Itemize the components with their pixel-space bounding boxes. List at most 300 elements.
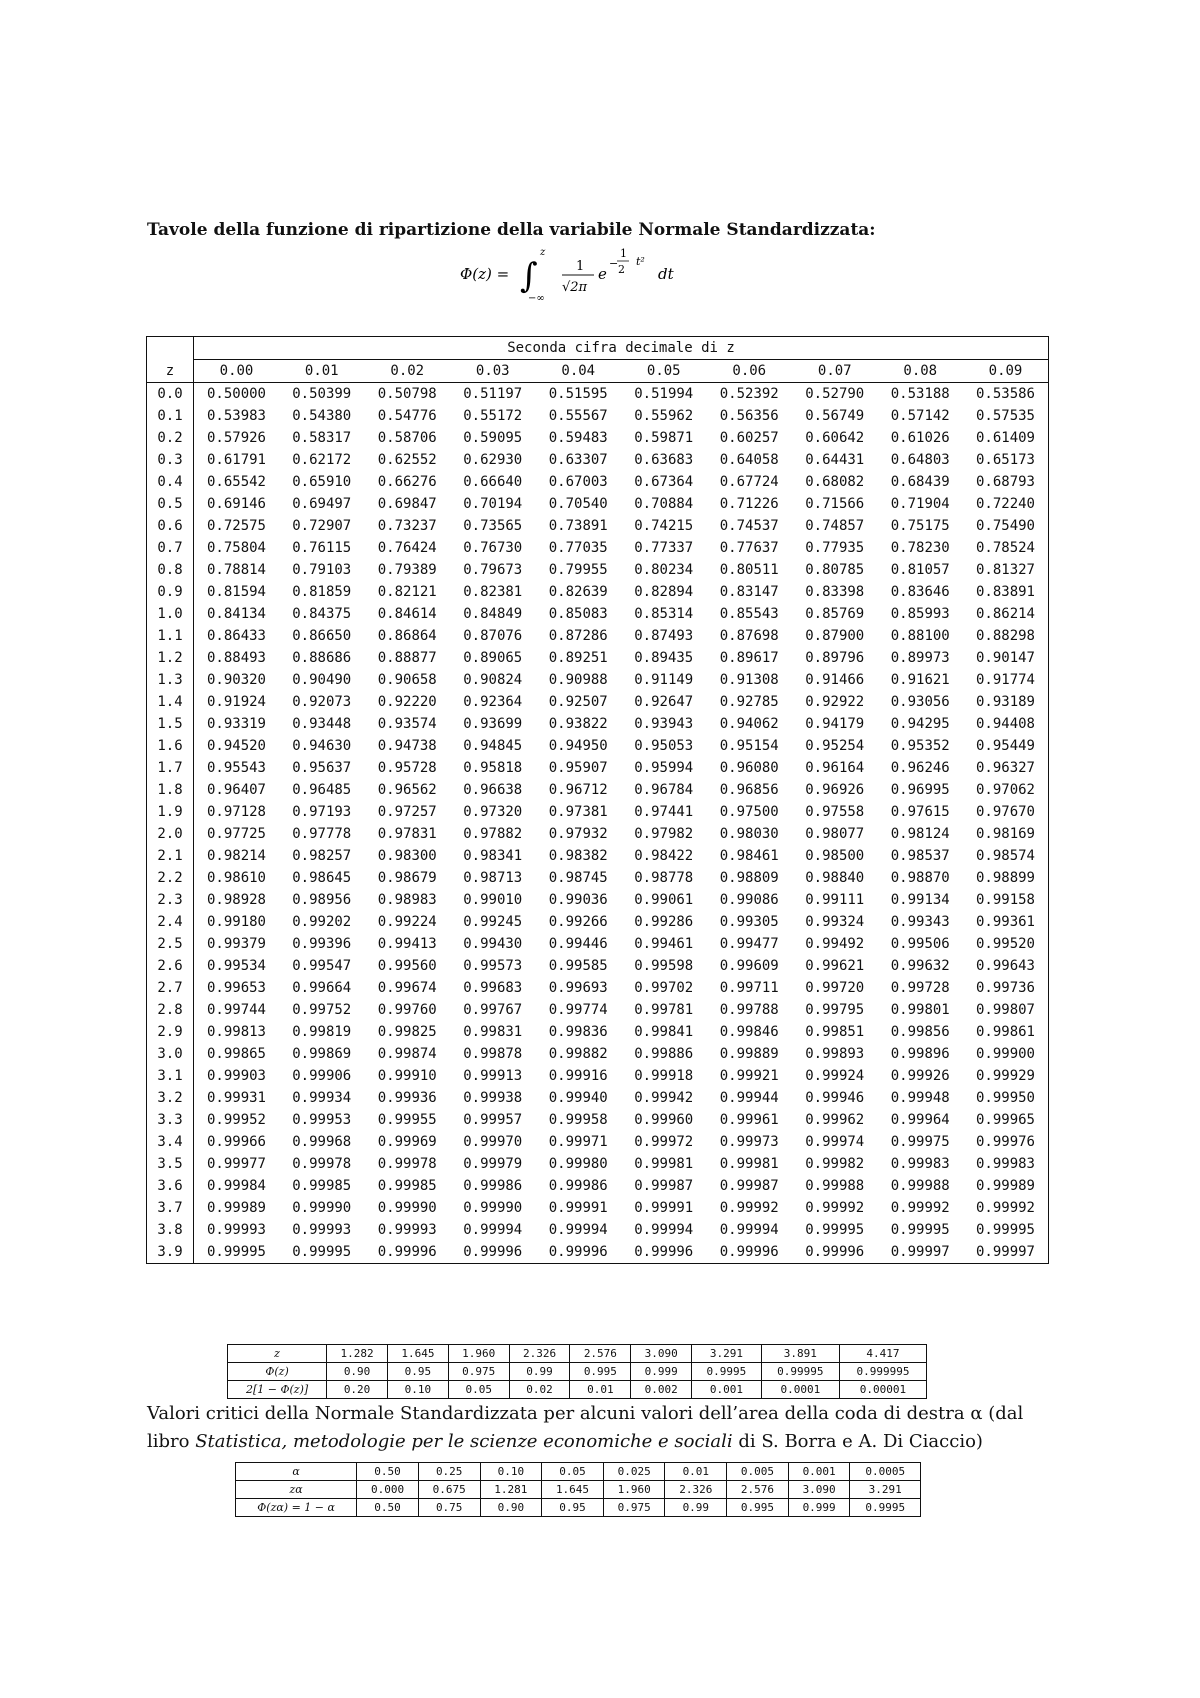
probability-cell: 0.92220 [377, 694, 437, 710]
probability-cell: 0.99825 [377, 1024, 437, 1040]
z-value-cell: 1.2 [147, 647, 194, 669]
exp-sign: − [609, 257, 619, 270]
probability-cell: 0.95449 [975, 738, 1035, 754]
probability-cell: 0.54380 [292, 408, 352, 424]
probability-cell: 0.99995 [805, 1222, 865, 1238]
probability-cell: 0.99957 [463, 1112, 523, 1128]
critical-row-label: 2[1 − Φ(z)] [228, 1381, 327, 1399]
table-row [147, 823, 1049, 845]
probability-cell: 0.99993 [292, 1222, 352, 1238]
probability-cell: 0.85543 [719, 606, 779, 622]
critical-value-cell: 0.0005 [850, 1463, 921, 1481]
probability-cell: 0.99343 [890, 914, 950, 930]
critical-value-cell: 0.95 [542, 1499, 604, 1517]
probability-cell: 0.97381 [548, 804, 608, 820]
probability-cell: 0.96995 [890, 782, 950, 798]
probability-cell: 0.99983 [975, 1156, 1035, 1172]
table-body [147, 383, 1049, 1264]
probability-cell: 0.99960 [634, 1112, 694, 1128]
probability-cell: 0.99924 [805, 1068, 865, 1084]
table-row [147, 1175, 1049, 1197]
z-value-cell: 0.6 [147, 515, 194, 537]
probability-cell: 0.98574 [975, 848, 1035, 864]
critical-value-cell: 0.10 [480, 1463, 542, 1481]
probability-cell: 0.98956 [292, 892, 352, 908]
probability-cell: 0.99995 [975, 1222, 1035, 1238]
z-column-header: z [147, 360, 194, 383]
probability-cell: 0.99934 [292, 1090, 352, 1106]
probability-cell: 0.96856 [719, 782, 779, 798]
probability-cell: 0.94179 [805, 716, 865, 732]
critical-value-cell: 0.50 [357, 1463, 419, 1481]
table-group-header-row [147, 337, 1049, 360]
critical-value-cell: 0.05 [542, 1463, 604, 1481]
probability-cell: 0.99962 [805, 1112, 865, 1128]
critical-value-cell: 3.090 [788, 1481, 850, 1499]
z-value-cell: 1.0 [147, 603, 194, 625]
probability-cell: 0.99913 [463, 1068, 523, 1084]
table-row [147, 603, 1049, 625]
table-row [147, 625, 1049, 647]
probability-cell: 0.99413 [377, 936, 437, 952]
critical-row [236, 1481, 921, 1499]
probability-cell: 0.72575 [206, 518, 266, 534]
z-value-cell: 3.7 [147, 1197, 194, 1219]
probability-cell: 0.73237 [377, 518, 437, 534]
caption-book-title: Statistica, metodologie per le scienze economiche e sociali [195, 1431, 733, 1452]
probability-cell: 0.69146 [206, 496, 266, 512]
probability-cell: 0.60642 [805, 430, 865, 446]
critical-value-cell: 0.999995 [839, 1363, 926, 1381]
probability-cell: 0.95154 [719, 738, 779, 754]
column-header: 0.07 [792, 360, 878, 383]
z-value-cell: 3.0 [147, 1043, 194, 1065]
table-row [147, 845, 1049, 867]
probability-cell: 0.95907 [548, 760, 608, 776]
probability-cell: 0.98537 [890, 848, 950, 864]
probability-cell: 0.99994 [463, 1222, 523, 1238]
probability-cell: 0.83398 [805, 584, 865, 600]
probability-cell: 0.95053 [634, 738, 694, 754]
critical-value-cell: 0.00001 [839, 1381, 926, 1399]
probability-cell: 0.98778 [634, 870, 694, 886]
probability-cell: 0.99988 [805, 1178, 865, 1194]
critical-value-cell: 0.95 [387, 1363, 448, 1381]
probability-cell: 0.99361 [975, 914, 1035, 930]
z-value-cell: 1.3 [147, 669, 194, 691]
probability-cell: 0.99996 [463, 1244, 523, 1260]
probability-cell: 0.99906 [292, 1068, 352, 1084]
probability-cell: 0.99989 [975, 1178, 1035, 1194]
integral-lower: −∞ [528, 293, 545, 304]
frac-denominator: √2π [562, 280, 588, 295]
critical-value-cell: 0.25 [418, 1463, 480, 1481]
probability-cell: 0.94630 [292, 738, 352, 754]
probability-cell: 0.64431 [805, 452, 865, 468]
critical-row [236, 1463, 921, 1481]
probability-cell: 0.93943 [634, 716, 694, 732]
z-value-cell: 1.5 [147, 713, 194, 735]
probability-cell: 0.97615 [890, 804, 950, 820]
probability-cell: 0.68439 [890, 474, 950, 490]
critical-row-label: z [228, 1345, 327, 1363]
probability-cell: 0.98461 [719, 848, 779, 864]
probability-cell: 0.99744 [206, 1002, 266, 1018]
z-value-cell: 2.2 [147, 867, 194, 889]
probability-cell: 0.97670 [975, 804, 1035, 820]
z-value-cell: 0.7 [147, 537, 194, 559]
probability-cell: 0.82381 [463, 584, 523, 600]
probability-cell: 0.98809 [719, 870, 779, 886]
probability-cell: 0.80511 [719, 562, 779, 578]
column-header: 0.01 [279, 360, 365, 383]
probability-cell: 0.99882 [548, 1046, 608, 1062]
probability-cell: 0.96485 [292, 782, 352, 798]
probability-cell: 0.98899 [975, 870, 1035, 886]
table-row [147, 515, 1049, 537]
table-row [147, 383, 1049, 406]
probability-cell: 0.97725 [206, 826, 266, 842]
probability-cell: 0.99896 [890, 1046, 950, 1062]
probability-cell: 0.99585 [548, 958, 608, 974]
probability-cell: 0.98422 [634, 848, 694, 864]
column-header-row [147, 360, 1049, 383]
probability-cell: 0.99984 [206, 1178, 266, 1194]
probability-cell: 0.61409 [975, 430, 1035, 446]
probability-cell: 0.88493 [206, 650, 266, 666]
probability-cell: 0.98713 [463, 870, 523, 886]
probability-cell: 0.99010 [463, 892, 523, 908]
probability-cell: 0.97932 [548, 826, 608, 842]
probability-cell: 0.76115 [292, 540, 352, 556]
probability-cell: 0.70194 [463, 496, 523, 512]
probability-cell: 0.99996 [548, 1244, 608, 1260]
group-header: Seconda cifra decimale di z [194, 337, 1049, 360]
probability-cell: 0.92507 [548, 694, 608, 710]
probability-cell: 0.98745 [548, 870, 608, 886]
probability-cell: 0.85314 [634, 606, 694, 622]
probability-cell: 0.99305 [719, 914, 779, 930]
z-value-cell: 0.2 [147, 427, 194, 449]
probability-cell: 0.81057 [890, 562, 950, 578]
probability-cell: 0.99878 [463, 1046, 523, 1062]
probability-cell: 0.53983 [206, 408, 266, 424]
probability-cell: 0.93189 [975, 694, 1035, 710]
probability-cell: 0.98341 [463, 848, 523, 864]
probability-cell: 0.94845 [463, 738, 523, 754]
probability-cell: 0.98983 [377, 892, 437, 908]
table-row [147, 427, 1049, 449]
probability-cell: 0.82639 [548, 584, 608, 600]
probability-cell: 0.99986 [548, 1178, 608, 1194]
probability-cell: 0.99944 [719, 1090, 779, 1106]
probability-cell: 0.99996 [805, 1244, 865, 1260]
critical-value-cell: 0.99995 [761, 1363, 839, 1381]
probability-cell: 0.99966 [206, 1134, 266, 1150]
column-header: 0.09 [963, 360, 1049, 383]
probability-cell: 0.96080 [719, 760, 779, 776]
probability-cell: 0.59483 [548, 430, 608, 446]
critical-value-cell: 0.05 [448, 1381, 509, 1399]
probability-cell: 0.56749 [805, 408, 865, 424]
probability-cell: 0.99560 [377, 958, 437, 974]
table-row [147, 1065, 1049, 1087]
probability-cell: 0.99693 [548, 980, 608, 996]
critical-value-cell: 1.645 [542, 1481, 604, 1499]
probability-cell: 0.89065 [463, 650, 523, 666]
probability-cell: 0.78814 [206, 562, 266, 578]
critical-value-cell: 0.975 [448, 1363, 509, 1381]
z-value-cell: 1.1 [147, 625, 194, 647]
probability-cell: 0.74215 [634, 518, 694, 534]
probability-cell: 0.94408 [975, 716, 1035, 732]
probability-cell: 0.99683 [463, 980, 523, 996]
probability-cell: 0.88298 [975, 628, 1035, 644]
z-value-cell: 3.2 [147, 1087, 194, 1109]
critical-value-cell: 0.99 [665, 1499, 727, 1517]
probability-cell: 0.72240 [975, 496, 1035, 512]
probability-cell: 0.99916 [548, 1068, 608, 1084]
critical-value-cell: 0.50 [357, 1499, 419, 1517]
probability-cell: 0.99929 [975, 1068, 1035, 1084]
table-row [147, 1131, 1049, 1153]
probability-cell: 0.99980 [548, 1156, 608, 1172]
column-header: 0.03 [450, 360, 536, 383]
probability-cell: 0.86433 [206, 628, 266, 644]
probability-cell: 0.99767 [463, 1002, 523, 1018]
probability-cell: 0.99976 [975, 1134, 1035, 1150]
probability-cell: 0.80234 [634, 562, 694, 578]
z-value-cell: 2.3 [147, 889, 194, 911]
probability-cell: 0.99996 [377, 1244, 437, 1260]
probability-cell: 0.99856 [890, 1024, 950, 1040]
probability-cell: 0.98610 [206, 870, 266, 886]
probability-cell: 0.99728 [890, 980, 950, 996]
probability-cell: 0.76730 [463, 540, 523, 556]
probability-cell: 0.99632 [890, 958, 950, 974]
probability-cell: 0.99903 [206, 1068, 266, 1084]
probability-cell: 0.91466 [805, 672, 865, 688]
probability-cell: 0.87076 [463, 628, 523, 644]
probability-cell: 0.99245 [463, 914, 523, 930]
z-value-cell: 1.8 [147, 779, 194, 801]
z-value-cell: 3.5 [147, 1153, 194, 1175]
probability-cell: 0.70884 [634, 496, 694, 512]
critical-value-cell: 2.326 [665, 1481, 727, 1499]
probability-cell: 0.57926 [206, 430, 266, 446]
probability-cell: 0.99942 [634, 1090, 694, 1106]
probability-cell: 0.99987 [719, 1178, 779, 1194]
probability-cell: 0.90658 [377, 672, 437, 688]
probability-cell: 0.97062 [975, 782, 1035, 798]
critical-row [228, 1345, 927, 1363]
probability-cell: 0.89435 [634, 650, 694, 666]
critical-value-cell: 0.000 [357, 1481, 419, 1499]
probability-cell: 0.97982 [634, 826, 694, 842]
probability-cell: 0.99985 [377, 1178, 437, 1194]
probability-cell: 0.75175 [890, 518, 950, 534]
probability-cell: 0.98840 [805, 870, 865, 886]
probability-cell: 0.77035 [548, 540, 608, 556]
table-row [147, 1087, 1049, 1109]
probability-cell: 0.52790 [805, 386, 865, 402]
probability-cell: 0.97882 [463, 826, 523, 842]
probability-cell: 0.99965 [975, 1112, 1035, 1128]
probability-cell: 0.92785 [719, 694, 779, 710]
critical-value-cell: 0.999 [788, 1499, 850, 1517]
probability-cell: 0.99831 [463, 1024, 523, 1040]
z-value-cell: 0.9 [147, 581, 194, 603]
probability-cell: 0.99752 [292, 1002, 352, 1018]
probability-cell: 0.99978 [292, 1156, 352, 1172]
probability-cell: 0.65542 [206, 474, 266, 490]
probability-cell: 0.99979 [463, 1156, 523, 1172]
probability-cell: 0.99992 [719, 1200, 779, 1216]
probability-cell: 0.53586 [975, 386, 1035, 402]
probability-cell: 0.99958 [548, 1112, 608, 1128]
probability-cell: 0.99664 [292, 980, 352, 996]
table-row [147, 647, 1049, 669]
probability-cell: 0.99869 [292, 1046, 352, 1062]
probability-cell: 0.66640 [463, 474, 523, 490]
probability-cell: 0.93319 [206, 716, 266, 732]
probability-cell: 0.99653 [206, 980, 266, 996]
probability-cell: 0.84849 [463, 606, 523, 622]
column-header: 0.02 [365, 360, 451, 383]
table-row [147, 493, 1049, 515]
probability-cell: 0.89251 [548, 650, 608, 666]
probability-cell: 0.97500 [719, 804, 779, 820]
probability-cell: 0.99985 [292, 1178, 352, 1194]
probability-cell: 0.99995 [890, 1222, 950, 1238]
probability-cell: 0.99461 [634, 936, 694, 952]
probability-cell: 0.99950 [975, 1090, 1035, 1106]
probability-cell: 0.99086 [719, 892, 779, 908]
probability-cell: 0.92922 [805, 694, 865, 710]
probability-cell: 0.95994 [634, 760, 694, 776]
z-value-cell: 1.4 [147, 691, 194, 713]
probability-cell: 0.98500 [805, 848, 865, 864]
probability-cell: 0.78230 [890, 540, 950, 556]
probability-cell: 0.93699 [463, 716, 523, 732]
table-row [147, 779, 1049, 801]
probability-cell: 0.73565 [463, 518, 523, 534]
z-value-cell: 0.0 [147, 383, 194, 406]
probability-cell: 0.99946 [805, 1090, 865, 1106]
table-row [147, 867, 1049, 889]
probability-cell: 0.99996 [634, 1244, 694, 1260]
critical-value-cell: 0.975 [603, 1499, 665, 1517]
probability-cell: 0.99720 [805, 980, 865, 996]
probability-cell: 0.95818 [463, 760, 523, 776]
probability-cell: 0.99997 [890, 1244, 950, 1260]
probability-cell: 0.99286 [634, 914, 694, 930]
probability-cell: 0.99931 [206, 1090, 266, 1106]
probability-cell: 0.91149 [634, 672, 694, 688]
probability-cell: 0.99936 [377, 1090, 437, 1106]
probability-cell: 0.84614 [377, 606, 437, 622]
probability-cell: 0.93822 [548, 716, 608, 732]
probability-cell: 0.67003 [548, 474, 608, 490]
probability-cell: 0.99534 [206, 958, 266, 974]
normal-cdf-table [146, 336, 1049, 1264]
probability-cell: 0.99202 [292, 914, 352, 930]
probability-cell: 0.83646 [890, 584, 950, 600]
probability-cell: 0.56356 [719, 408, 779, 424]
probability-cell: 0.85993 [890, 606, 950, 622]
probability-cell: 0.87286 [548, 628, 608, 644]
probability-cell: 0.91924 [206, 694, 266, 710]
probability-cell: 0.99573 [463, 958, 523, 974]
probability-cell: 0.71904 [890, 496, 950, 512]
z-value-cell: 2.0 [147, 823, 194, 845]
probability-cell: 0.68793 [975, 474, 1035, 490]
critical-values-table-right-tail [235, 1462, 921, 1517]
critical-value-cell: 0.995 [727, 1499, 789, 1517]
probability-cell: 0.99991 [548, 1200, 608, 1216]
probability-cell: 0.95543 [206, 760, 266, 776]
probability-cell: 0.94520 [206, 738, 266, 754]
probability-cell: 0.99952 [206, 1112, 266, 1128]
probability-cell: 0.55172 [463, 408, 523, 424]
critical-value-cell: 0.0001 [761, 1381, 839, 1399]
probability-cell: 0.73891 [548, 518, 608, 534]
probability-cell: 0.99921 [719, 1068, 779, 1084]
probability-cell: 0.71566 [805, 496, 865, 512]
table-row [147, 1153, 1049, 1175]
probability-cell: 0.58706 [377, 430, 437, 446]
probability-cell: 0.99643 [975, 958, 1035, 974]
critical-value-cell: 3.090 [631, 1345, 692, 1363]
probability-cell: 0.69497 [292, 496, 352, 512]
z-value-cell: 1.9 [147, 801, 194, 823]
probability-cell: 0.99992 [890, 1200, 950, 1216]
probability-cell: 0.50399 [292, 386, 352, 402]
probability-cell: 0.71226 [719, 496, 779, 512]
probability-cell: 0.74857 [805, 518, 865, 534]
probability-cell: 0.96712 [548, 782, 608, 798]
probability-cell: 0.99036 [548, 892, 608, 908]
probability-cell: 0.99910 [377, 1068, 437, 1084]
probability-cell: 0.87493 [634, 628, 694, 644]
probability-cell: 0.84134 [206, 606, 266, 622]
probability-cell: 0.99964 [890, 1112, 950, 1128]
probability-cell: 0.99266 [548, 914, 608, 930]
probability-cell: 0.99801 [890, 1002, 950, 1018]
probability-cell: 0.79673 [463, 562, 523, 578]
z-value-cell: 2.1 [147, 845, 194, 867]
critical-value-cell: 3.891 [761, 1345, 839, 1363]
probability-cell: 0.66276 [377, 474, 437, 490]
critical-row-label: α [236, 1463, 357, 1481]
probability-cell: 0.99851 [805, 1024, 865, 1040]
probability-cell: 0.99994 [548, 1222, 608, 1238]
probability-cell: 0.99992 [805, 1200, 865, 1216]
critical-row [228, 1363, 927, 1381]
critical-value-cell: 0.20 [327, 1381, 388, 1399]
critical-value-cell: 0.001 [788, 1463, 850, 1481]
probability-cell: 0.99506 [890, 936, 950, 952]
probability-cell: 0.97558 [805, 804, 865, 820]
probability-cell: 0.98124 [890, 826, 950, 842]
critical-row-label: zα [236, 1481, 357, 1499]
probability-cell: 0.99973 [719, 1134, 779, 1150]
probability-cell: 0.89796 [805, 650, 865, 666]
probability-cell: 0.99520 [975, 936, 1035, 952]
probability-cell: 0.99893 [805, 1046, 865, 1062]
z-value-cell: 3.9 [147, 1241, 194, 1264]
probability-cell: 0.99379 [206, 936, 266, 952]
